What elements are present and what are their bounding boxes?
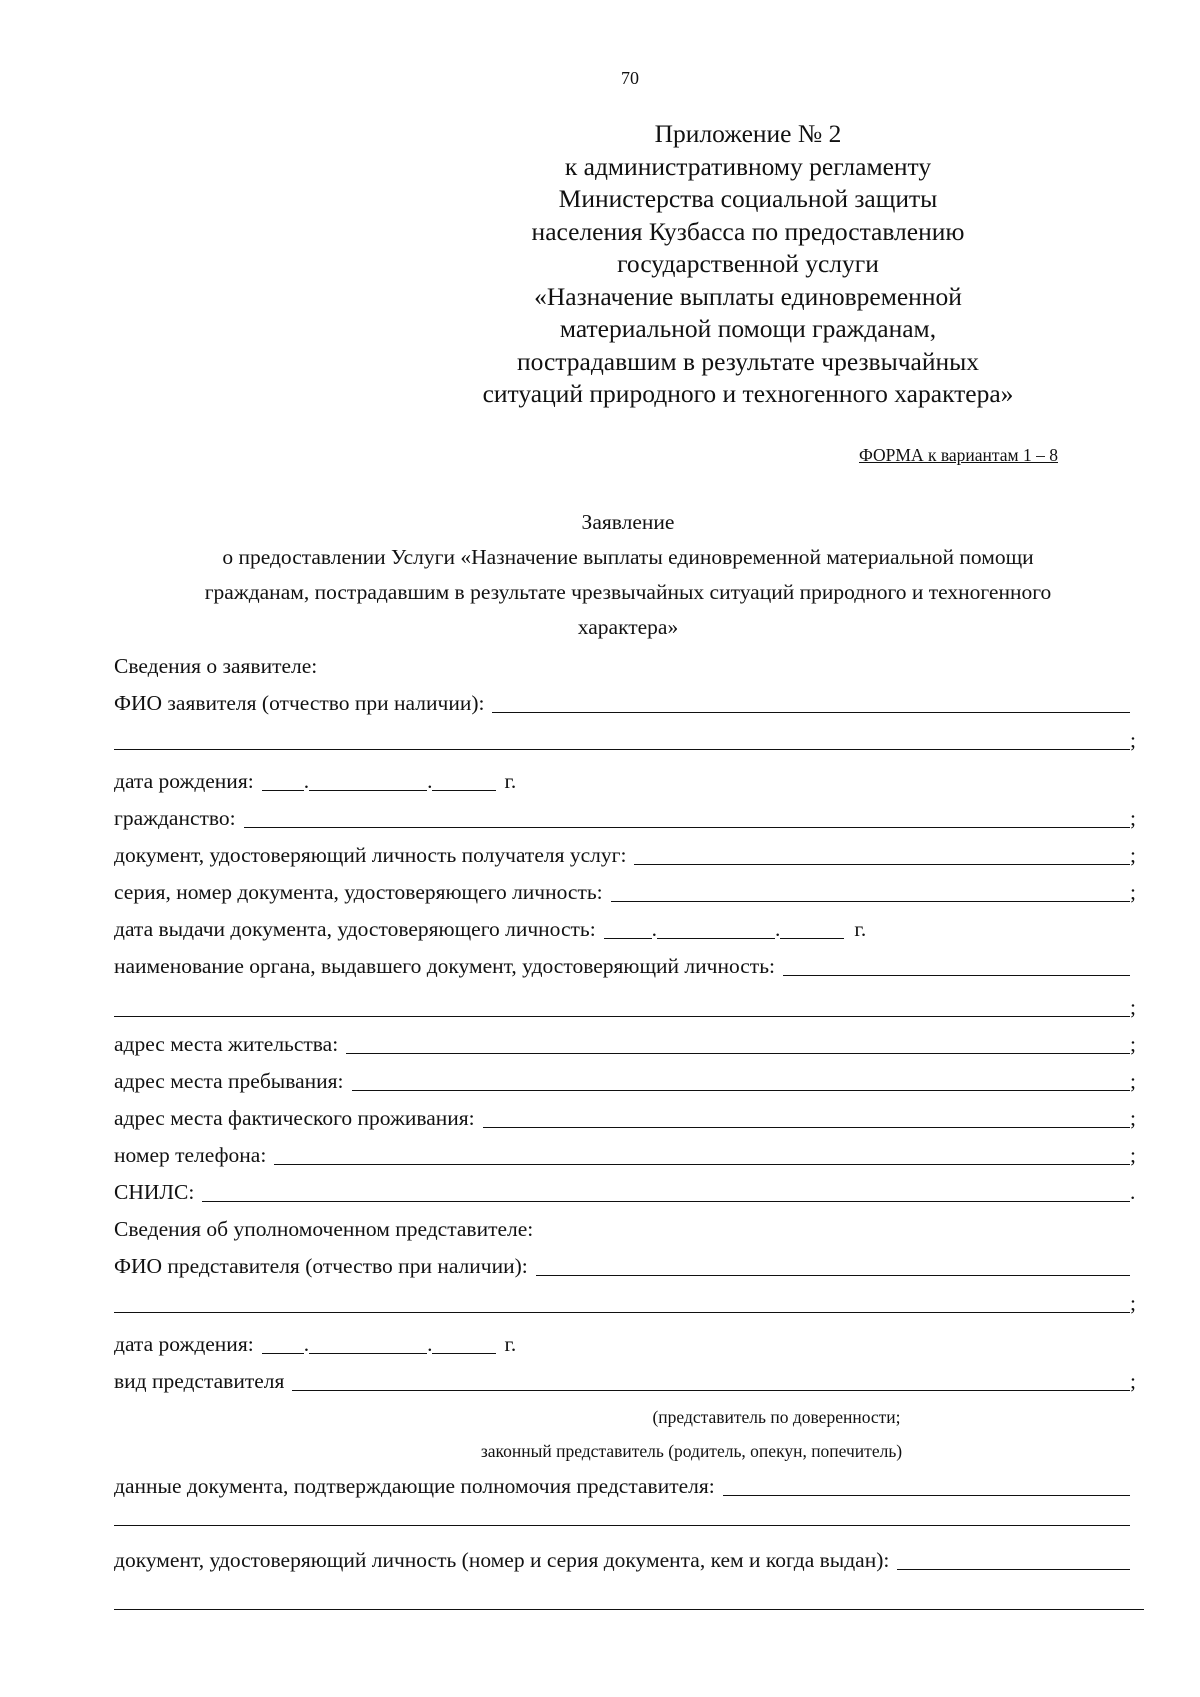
statement-title-block	[148, 505, 1108, 645]
application-form	[114, 648, 1144, 1619]
birth-day-field[interactable]	[262, 790, 304, 791]
appendix-line: населения Кузбасса по предоставлению	[531, 216, 965, 246]
rep-birth-row	[114, 1322, 1144, 1363]
authority-row-2	[114, 1505, 1144, 1535]
phone-row	[114, 1137, 1144, 1174]
authority-field[interactable]	[723, 1495, 1130, 1496]
issuer-row	[114, 948, 1144, 985]
rep-fio-row-2	[114, 1285, 1144, 1322]
applicant-fio-field[interactable]	[492, 712, 1130, 713]
issuer-label: наименование органа, выдавшего документ, удостоверяющий личность:	[114, 954, 775, 978]
applicant-fio-label: ФИО заявителя (отчество при наличии):	[114, 691, 485, 715]
year-suffix: г.	[854, 917, 867, 941]
phone-field[interactable]	[274, 1164, 1130, 1165]
rep-birth-label: дата рождения:	[114, 1332, 254, 1356]
date-separator: .	[427, 1332, 433, 1356]
snils-row	[114, 1174, 1144, 1211]
birth-month-field[interactable]	[309, 790, 427, 791]
residence-row	[114, 1026, 1144, 1063]
birth-year-field[interactable]	[432, 790, 496, 791]
year-suffix: г.	[504, 769, 517, 793]
statement-line: характера»	[577, 615, 679, 639]
issue-date-row	[114, 911, 1144, 948]
snils-label: СНИЛС:	[114, 1180, 195, 1204]
id-doc-field[interactable]	[634, 864, 1130, 865]
issue-year-field[interactable]	[780, 938, 844, 939]
rep-birth-month-field[interactable]	[309, 1353, 427, 1354]
authority-row	[114, 1468, 1144, 1505]
semicolon: ;	[1130, 728, 1136, 752]
rep-kind-hint: (представитель по доверенности;	[652, 1407, 901, 1427]
actual-address-field[interactable]	[483, 1127, 1130, 1128]
phone-label: номер телефона:	[114, 1143, 267, 1167]
semicolon: ;	[1130, 843, 1136, 867]
appendix-line: ситуаций природного и техногенного характера»	[482, 379, 1014, 408]
date-separator: .	[427, 769, 433, 793]
rep-id-row	[114, 1535, 1144, 1579]
semicolon: ;	[1130, 1032, 1136, 1056]
appendix-line: Приложение № 2	[654, 119, 842, 148]
semicolon: ;	[1130, 806, 1136, 830]
issuer-field[interactable]	[783, 975, 1130, 976]
semicolon: ;	[1130, 1069, 1136, 1093]
semicolon: ;	[1130, 995, 1136, 1019]
date-separator: .	[303, 1332, 310, 1356]
rep-birth-day-field[interactable]	[262, 1353, 304, 1354]
appendix-line: материальной помощи гражданам,	[559, 314, 937, 343]
issuer-field-2[interactable]	[114, 1016, 1130, 1017]
rep-kind-row	[114, 1363, 1144, 1400]
period: .	[1130, 1180, 1136, 1204]
appendix-line: к административному регламенту	[564, 151, 932, 181]
date-separator: .	[651, 917, 658, 941]
applicant-fio-row	[114, 685, 1144, 722]
semicolon: ;	[1130, 1106, 1136, 1130]
doc-series-label: серия, номер документа, удостоверяющего личность:	[114, 880, 603, 904]
doc-series-field[interactable]	[611, 901, 1130, 902]
issue-month-field[interactable]	[657, 938, 775, 939]
date-separator: .	[303, 769, 310, 793]
citizenship-label: гражданство:	[114, 806, 236, 830]
applicant-fio-row-2	[114, 722, 1144, 759]
authority-label: данные документа, подтверждающие полномочия представителя:	[114, 1474, 715, 1498]
doc-series-row	[114, 874, 1144, 911]
rep-fio-field-2[interactable]	[114, 1312, 1130, 1313]
appendix-header	[438, 118, 1058, 411]
snils-field[interactable]	[202, 1201, 1130, 1202]
authority-field-2[interactable]	[114, 1525, 1130, 1526]
citizenship-row	[114, 800, 1144, 837]
stay-label: адрес места пребывания:	[114, 1069, 344, 1093]
appendix-line: пострадавшим в результате чрезвычайных	[516, 346, 980, 376]
issuer-row-2	[114, 985, 1144, 1026]
residence-field[interactable]	[346, 1053, 1130, 1054]
issue-day-field[interactable]	[604, 938, 652, 939]
rep-id-field-2[interactable]	[114, 1609, 1144, 1610]
representative-section-row	[114, 1211, 1144, 1248]
rep-id-label: документ, удостоверяющий личность (номер и серия документа, кем и когда выдан):	[114, 1548, 890, 1572]
actual-address-label: адрес места фактического проживания:	[114, 1106, 475, 1130]
issue-date-label: дата выдачи документа, удостоверяющего личность:	[114, 917, 596, 941]
applicant-section-title: Сведения о заявителе:	[114, 654, 318, 678]
semicolon: ;	[1130, 1291, 1136, 1315]
year-suffix: г.	[504, 1332, 517, 1356]
stay-row	[114, 1063, 1144, 1100]
appendix-line: государственной услуги	[617, 249, 879, 278]
rep-birth-year-field[interactable]	[432, 1353, 496, 1354]
semicolon: ;	[1130, 1369, 1136, 1393]
semicolon: ;	[1130, 1143, 1136, 1167]
rep-fio-field[interactable]	[536, 1275, 1130, 1276]
applicant-fio-field-2[interactable]	[114, 749, 1130, 750]
id-doc-label: документ, удостоверяющий личность получателя услуг:	[114, 843, 627, 867]
statement-title: Заявление	[581, 510, 675, 534]
rep-id-field[interactable]	[897, 1569, 1130, 1570]
statement-line: о предоставлении Услуги «Назначение выплаты единовременной материальной помощи	[222, 545, 1034, 569]
applicant-birth-label: дата рождения:	[114, 769, 254, 793]
date-separator: .	[775, 917, 781, 941]
statement-line: гражданам, пострадавшим в результате чрезвычайных ситуаций природного и техногенного	[204, 580, 1052, 604]
form-variant-label: ФОРМА к вариантам 1 – 8	[859, 445, 1058, 465]
applicant-section-row	[114, 648, 1144, 685]
actual-address-row	[114, 1100, 1144, 1137]
rep-kind-field[interactable]	[292, 1390, 1130, 1391]
rep-fio-label: ФИО представителя (отчество при наличии):	[114, 1254, 528, 1278]
rep-fio-row	[114, 1248, 1144, 1285]
rep-kind-hint: законный представитель (родитель, опекун, попечитель)	[480, 1441, 903, 1461]
rep-kind-label: вид представителя	[114, 1369, 285, 1393]
page-number: 70	[621, 68, 639, 88]
appendix-line: «Назначение выплаты единовременной	[534, 281, 962, 311]
applicant-birth-row	[114, 759, 1144, 800]
appendix-line: Министерства социальной защиты	[558, 184, 938, 213]
representative-section-title: Сведения об уполномоченном представителе:	[114, 1217, 534, 1241]
id-doc-row	[114, 837, 1144, 874]
citizenship-field[interactable]	[244, 827, 1130, 828]
rep-id-row-2	[114, 1579, 1144, 1619]
semicolon: ;	[1130, 880, 1136, 904]
stay-field[interactable]	[352, 1090, 1131, 1091]
residence-label: адрес места жительства:	[114, 1032, 339, 1056]
